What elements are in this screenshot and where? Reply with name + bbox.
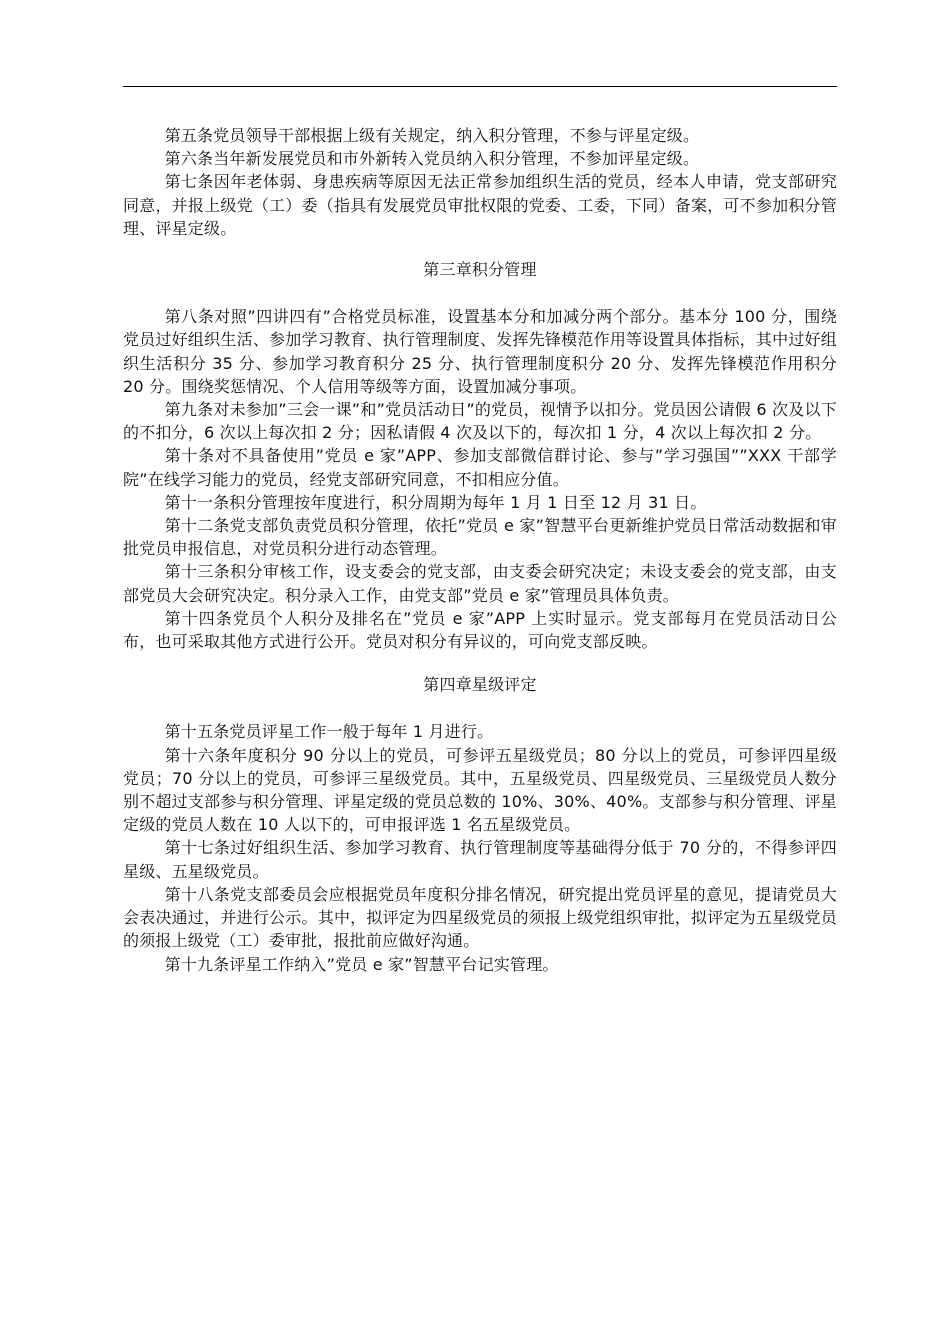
header-rule (123, 86, 837, 87)
article-9: 第九条对未参加”三会一课”和”党员活动日”的党员，视情予以扣分。党员因公请假 6 次及以下的不扣分，6 次以上每次扣 2 分；因私请假 4 次及以下的，每次扣 1 分，4 次以上每次扣 2 分。 (123, 400, 837, 443)
article-18: 第十八条党支部委员会应根据党员年度积分排名情况，研究提出党员评星的意见，提请党员大会表决通过，并进行公示。其中，拟评定为四星级党员的须报上级党组织审批，拟评定为五星级党员的须报上级党（工）委审批，报批前应做好沟通。 (123, 884, 837, 951)
article-12: 第十二条党支部负责党员积分管理，依托”党员 e 家”智慧平台更新维护党员日常活动数据和审批党员申报信息，对党员积分进行动态管理。 (123, 516, 837, 559)
article-5: 第五条党员领导干部根据上级有关规定，纳入积分管理，不参与评星定级。 (164, 126, 700, 145)
article-16: 第十六条年度积分 90 分以上的党员，可参评五星级党员；80 分以上的党员，可参评四星级党员；70 分以上的党员，可参评三星级党员。其中，五星级党员、四星级党员、三星级党员人数分别不超过支部参与积分管理、评星定级的党员总数的 10%、30%、40%。支部参与积分管理、评星定级的党员人数在 10 人以下的，可申报评选 1 名五星级党员。 (123, 745, 837, 835)
article-15: 第十五条党员评星工作一般于每年 1 月进行。 (164, 722, 494, 742)
article-17: 第十七条过好组织生活、参加学习教育、执行管理制度等基础得分低于 70 分的，不得参评四星级、五星级党员。 (123, 838, 837, 881)
article-8: 第八条对照”四讲四有”合格党员标准，设置基本分和加减分两个部分。基本分 100 分，围绕党员过好组织生活、参加学习教育、执行管理制度、发挥先锋模范作用等设置具体指标，其中过好组织生活积分 35 分、参加学习教育积分 25 分、执行管理制度积分 20 分、发挥先锋模范作用积分 20 分。围绕奖惩情况、个人信用等级等方面，设置加减分事项。 (123, 307, 837, 396)
chapter-4-heading: 第四章星级评定 (423, 675, 537, 695)
document-body (123, 124, 837, 976)
article-7: 第七条因年老体弱、身患疾病等原因无法正常参加组织生活的党员，经本人申请，党支部研究同意，并报上级党（工）委（指具有发展党员审批权限的党委、工委，下同）备案，可不参加积分管理、评星定级。 (123, 172, 837, 238)
article-10: 第十条对不具备使用”党员 e 家”APP、参加支部微信群讨论、参与”学习强国””XXX 干部学院”在线学习能力的党员，经党支部研究同意，不扣相应分值。 (123, 446, 837, 489)
article-13: 第十三条积分审核工作，设支委会的党支部，由支委会研究决定；未设支委会的党支部，由支部党员大会研究决定。积分录入工作，由党支部”党员 e 家”管理员具体负责。 (123, 562, 837, 605)
article-6: 第六条当年新发展党员和市外新转入党员纳入积分管理，不参加评星定级。 (164, 149, 700, 169)
article-14: 第十四条党员个人积分及排名在”党员 e 家”APP 上实时显示。党支部每月在党员活动日公布，也可采取其他方式进行公开。党员对积分有异议的，可向党支部反映。 (123, 608, 837, 652)
chapter-3-heading: 第三章积分管理 (423, 260, 537, 280)
article-11: 第十一条积分管理按年度进行，积分周期为每年 1 月 1 日至 12 月 31 日。 (164, 492, 707, 512)
article-19: 第十九条评星工作纳入”党员 e 家”智慧平台记实管理。 (164, 954, 559, 974)
